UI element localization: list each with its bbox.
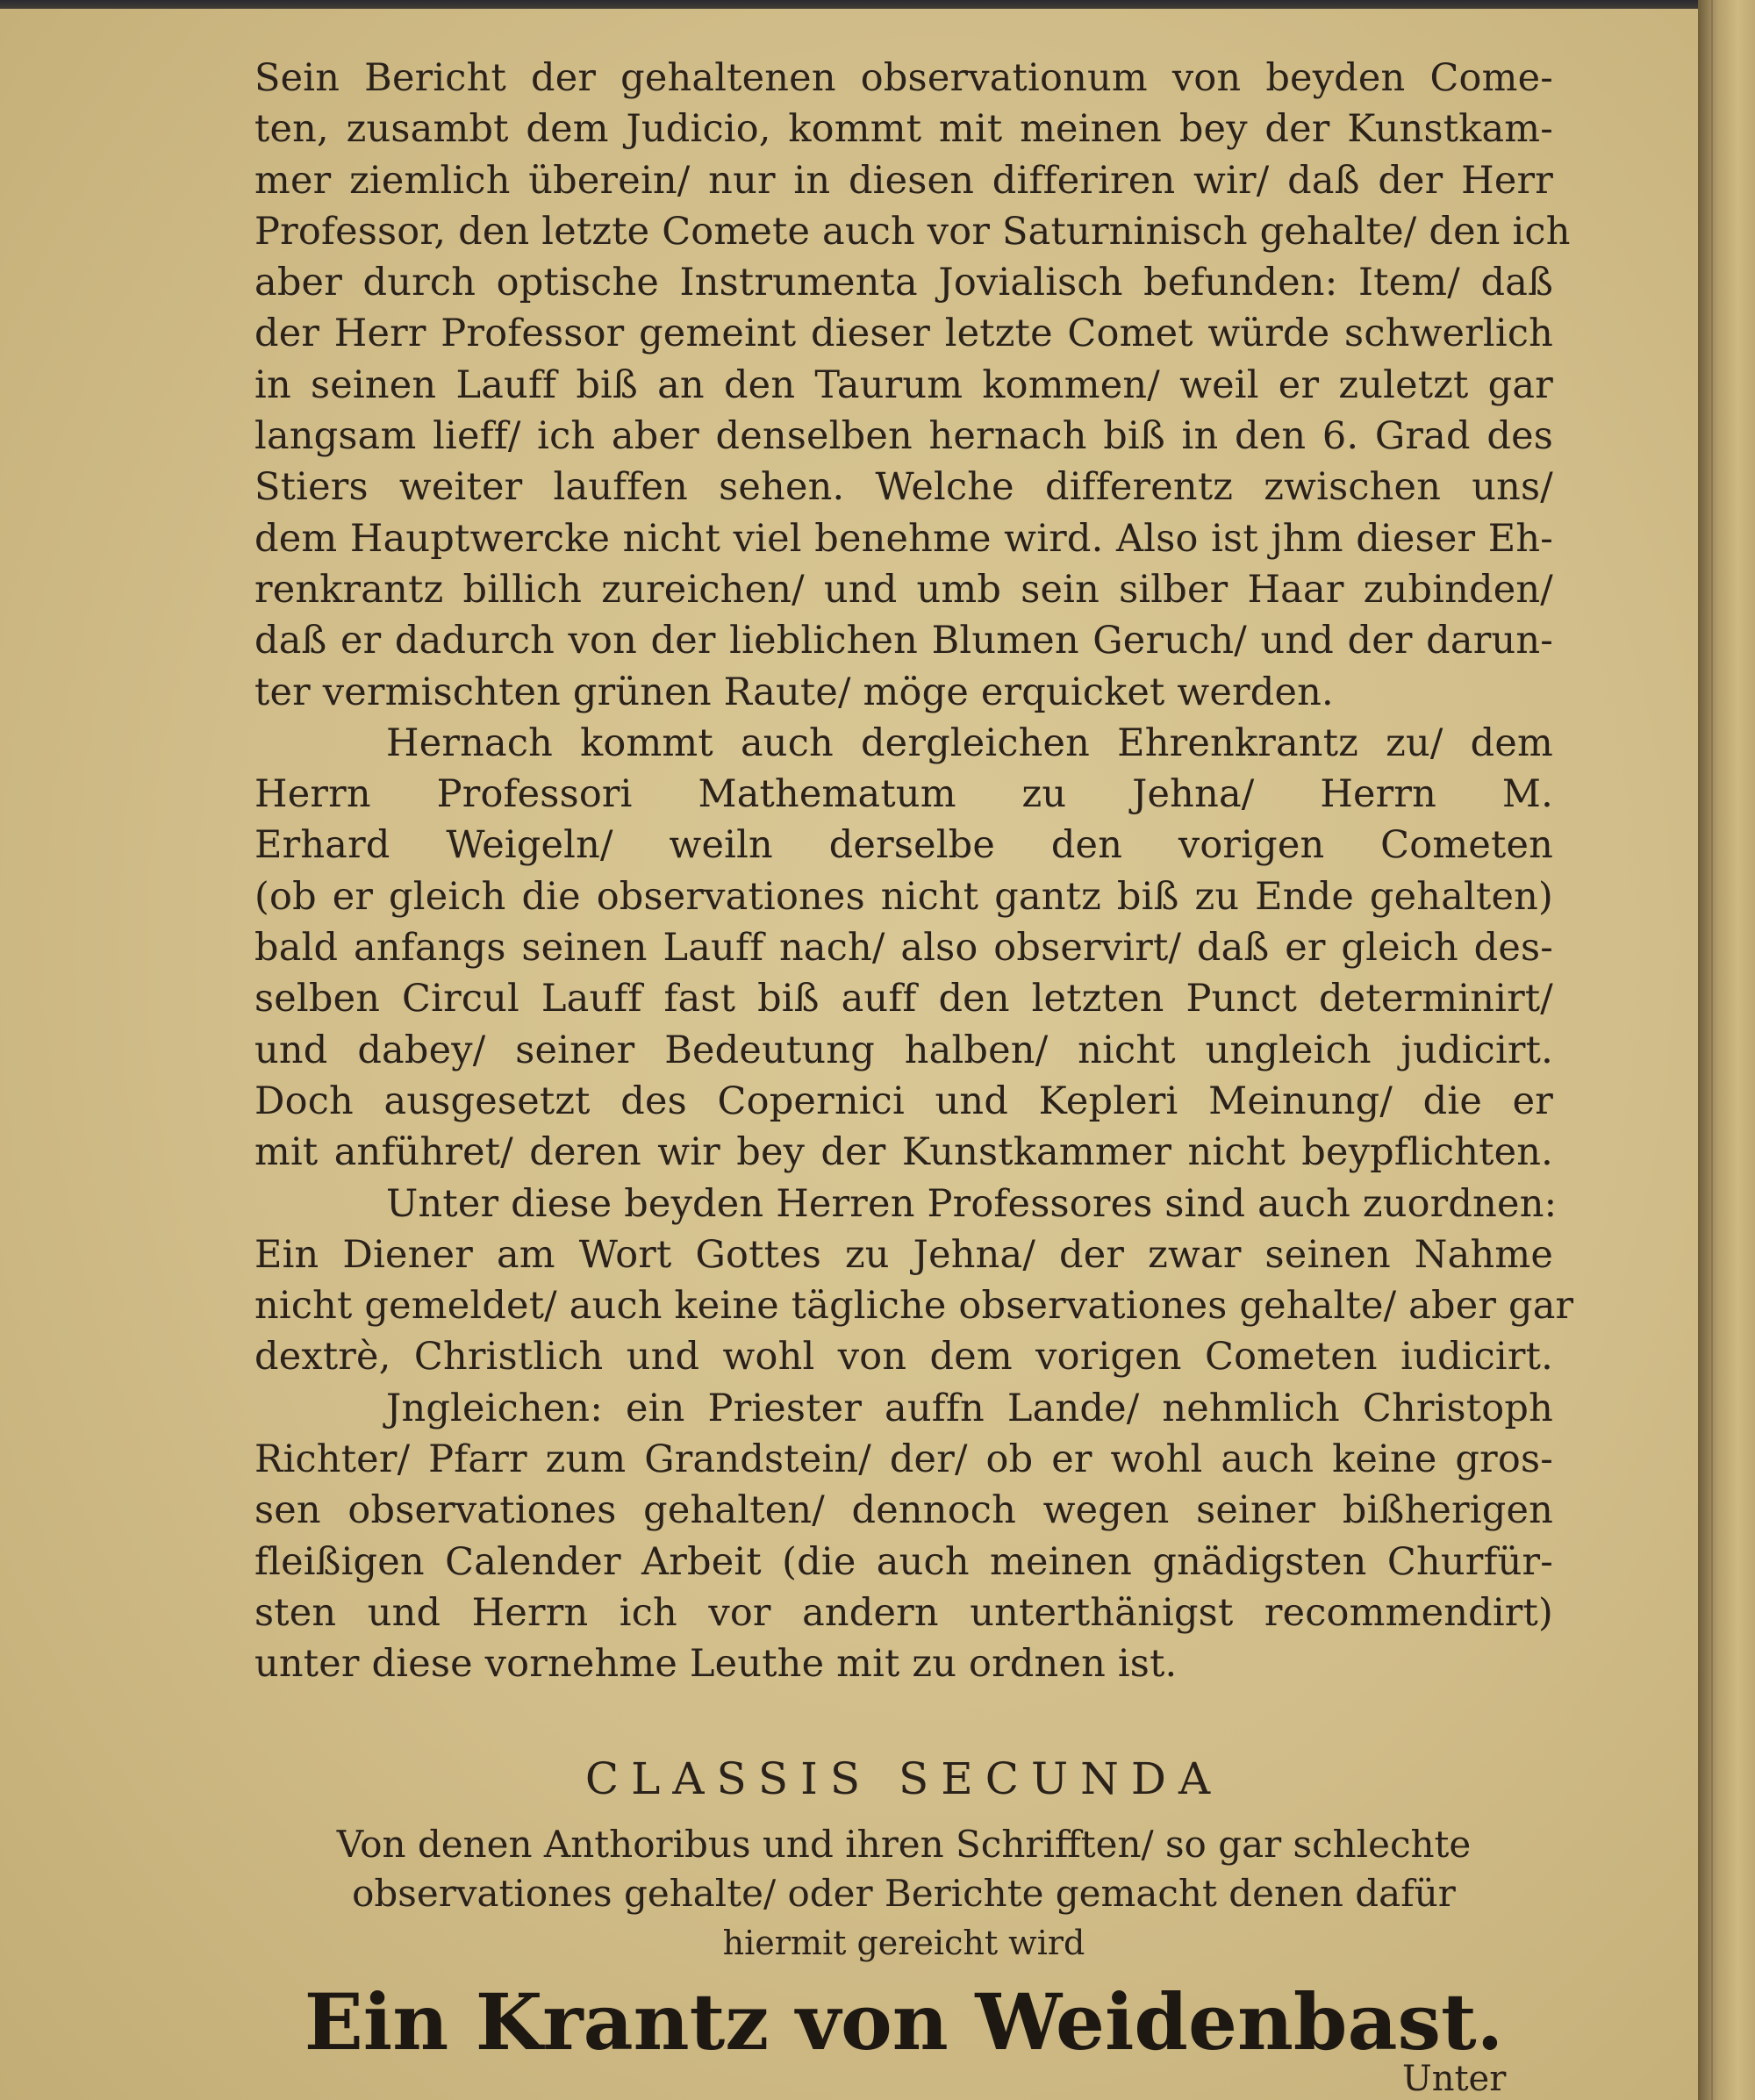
body-line: (ob er gleich die observationes nicht gantz biß zu Ende gehalten) [254,874,1553,919]
body-line: unter diese vornehme Leuthe mit zu ordnen ist. [254,1642,1178,1687]
section-heading: CLASSIS SECUNDA [584,1753,1223,1804]
body-line: aber durch optische Instrumenta Jovialisch befunden: Item/ daß [254,261,1553,305]
body-text [254,53,1574,1690]
body-line: und dabey/ seiner Bedeutung halben/ nicht ungleich judicirt. [254,1028,1553,1072]
body-line: Ein Diener am Wort Gottes zu Jehna/ der zwar seinen Nahme [254,1232,1553,1277]
body-line: daß er dadurch von der lieblichen Blumen Geruch/ und der darun- [254,619,1553,663]
body-line: mer ziemlich überein/ nur in diesen differiren wir/ daß der Herr [254,158,1553,203]
body-line: mit anführet/ deren wir bey der Kunstkammer nicht beypflichten. [254,1130,1553,1175]
body-line: renkrantz billich zureichen/ und umb sein silber Haar zubinden/ [254,567,1553,612]
body-line: der Herr Professor gemeint dieser letzte Comet würde schwerlich [254,312,1553,356]
body-line: Herrn Professori Mathematum zu Jehna/ Herrn M. [254,772,1553,817]
body-line: ter vermischten grünen Raute/ möge erquicket werden. [254,670,1334,714]
body-line: Unter diese beyden Herren Professores sind auch zuordnen: [386,1181,1558,1226]
body-line: Doch ausgesetzt des Copernici und Kepleri Meinung/ die er [254,1079,1553,1123]
body-line: dem Hauptwercke nicht viel benehme wird. Also ist jhm dieser Eh- [254,516,1553,561]
gutter-edge-line [1711,0,1713,2100]
body-line: bald anfangs seinen Lauff nach/ also observirt/ daß er gleich des- [254,926,1553,971]
body-line: Professor, den letzte Comete auch vor Saturninisch gehalte/ den ich [254,209,1571,254]
body-line: langsam lieff/ ich aber denselben hernach biß in den 6. Grad des [254,414,1553,459]
body-line: selben Circul Lauff fast biß auff den letzten Punct determinirt/ [254,977,1553,1021]
body-line: dextrè, Christlich und wohl von dem vorigen Cometen iudicirt. [254,1335,1553,1380]
body-line: Stiers weiter lauffen sehen. Welche differentz zwischen uns/ [254,465,1553,510]
body-line: fleißigen Calender Arbeit (die auch meinen gnädigsten Churfür- [254,1539,1553,1584]
subheading-line: observationes gehalte/ oder Berichte gemacht denen dafür [352,1872,1456,1915]
catchword: Unter [1402,2059,1507,2099]
body-line: sten und Herrn ich vor andern unterthänigst recommendirt) [254,1590,1553,1635]
body-line: sen observationes gehalten/ dennoch wegen seiner bißherigen [254,1488,1553,1533]
book-gutter [1698,0,1755,2100]
body-line: nicht gemeldet/ auch keine tägliche observationes gehalte/ aber gar [254,1284,1574,1329]
body-line: in seinen Lauff biß an den Taurum kommen/ weil er zuletzt gar [254,362,1553,407]
body-line: Hernach kommt auch dergleichen Ehrenkrantz zu/ dem [386,720,1553,765]
display-title: Ein Krantz von Weidenbast. [304,1976,1504,2068]
body-line: Sein Bericht der gehaltenen observationum von beyden Come- [254,56,1553,100]
body-line: Richter/ Pfarr zum Grandstein/ der/ ob er wohl auch keine gros- [254,1437,1553,1482]
body-line: Erhard Weigeln/ weiln derselbe den vorigen Cometen [254,823,1553,868]
body-line: ten, zusambt dem Judicio, kommt mit meinen bey der Kunstkam- [254,107,1553,152]
subheading-line: hiermit gereicht wird [722,1924,1085,1962]
subheading-line: Von denen Anthoribus und ihren Schrifften/ so gar schlechte [336,1823,1472,1866]
body-line: Jngleichen: ein Priester auffn Lande/ nehmlich Christoph [386,1386,1553,1430]
